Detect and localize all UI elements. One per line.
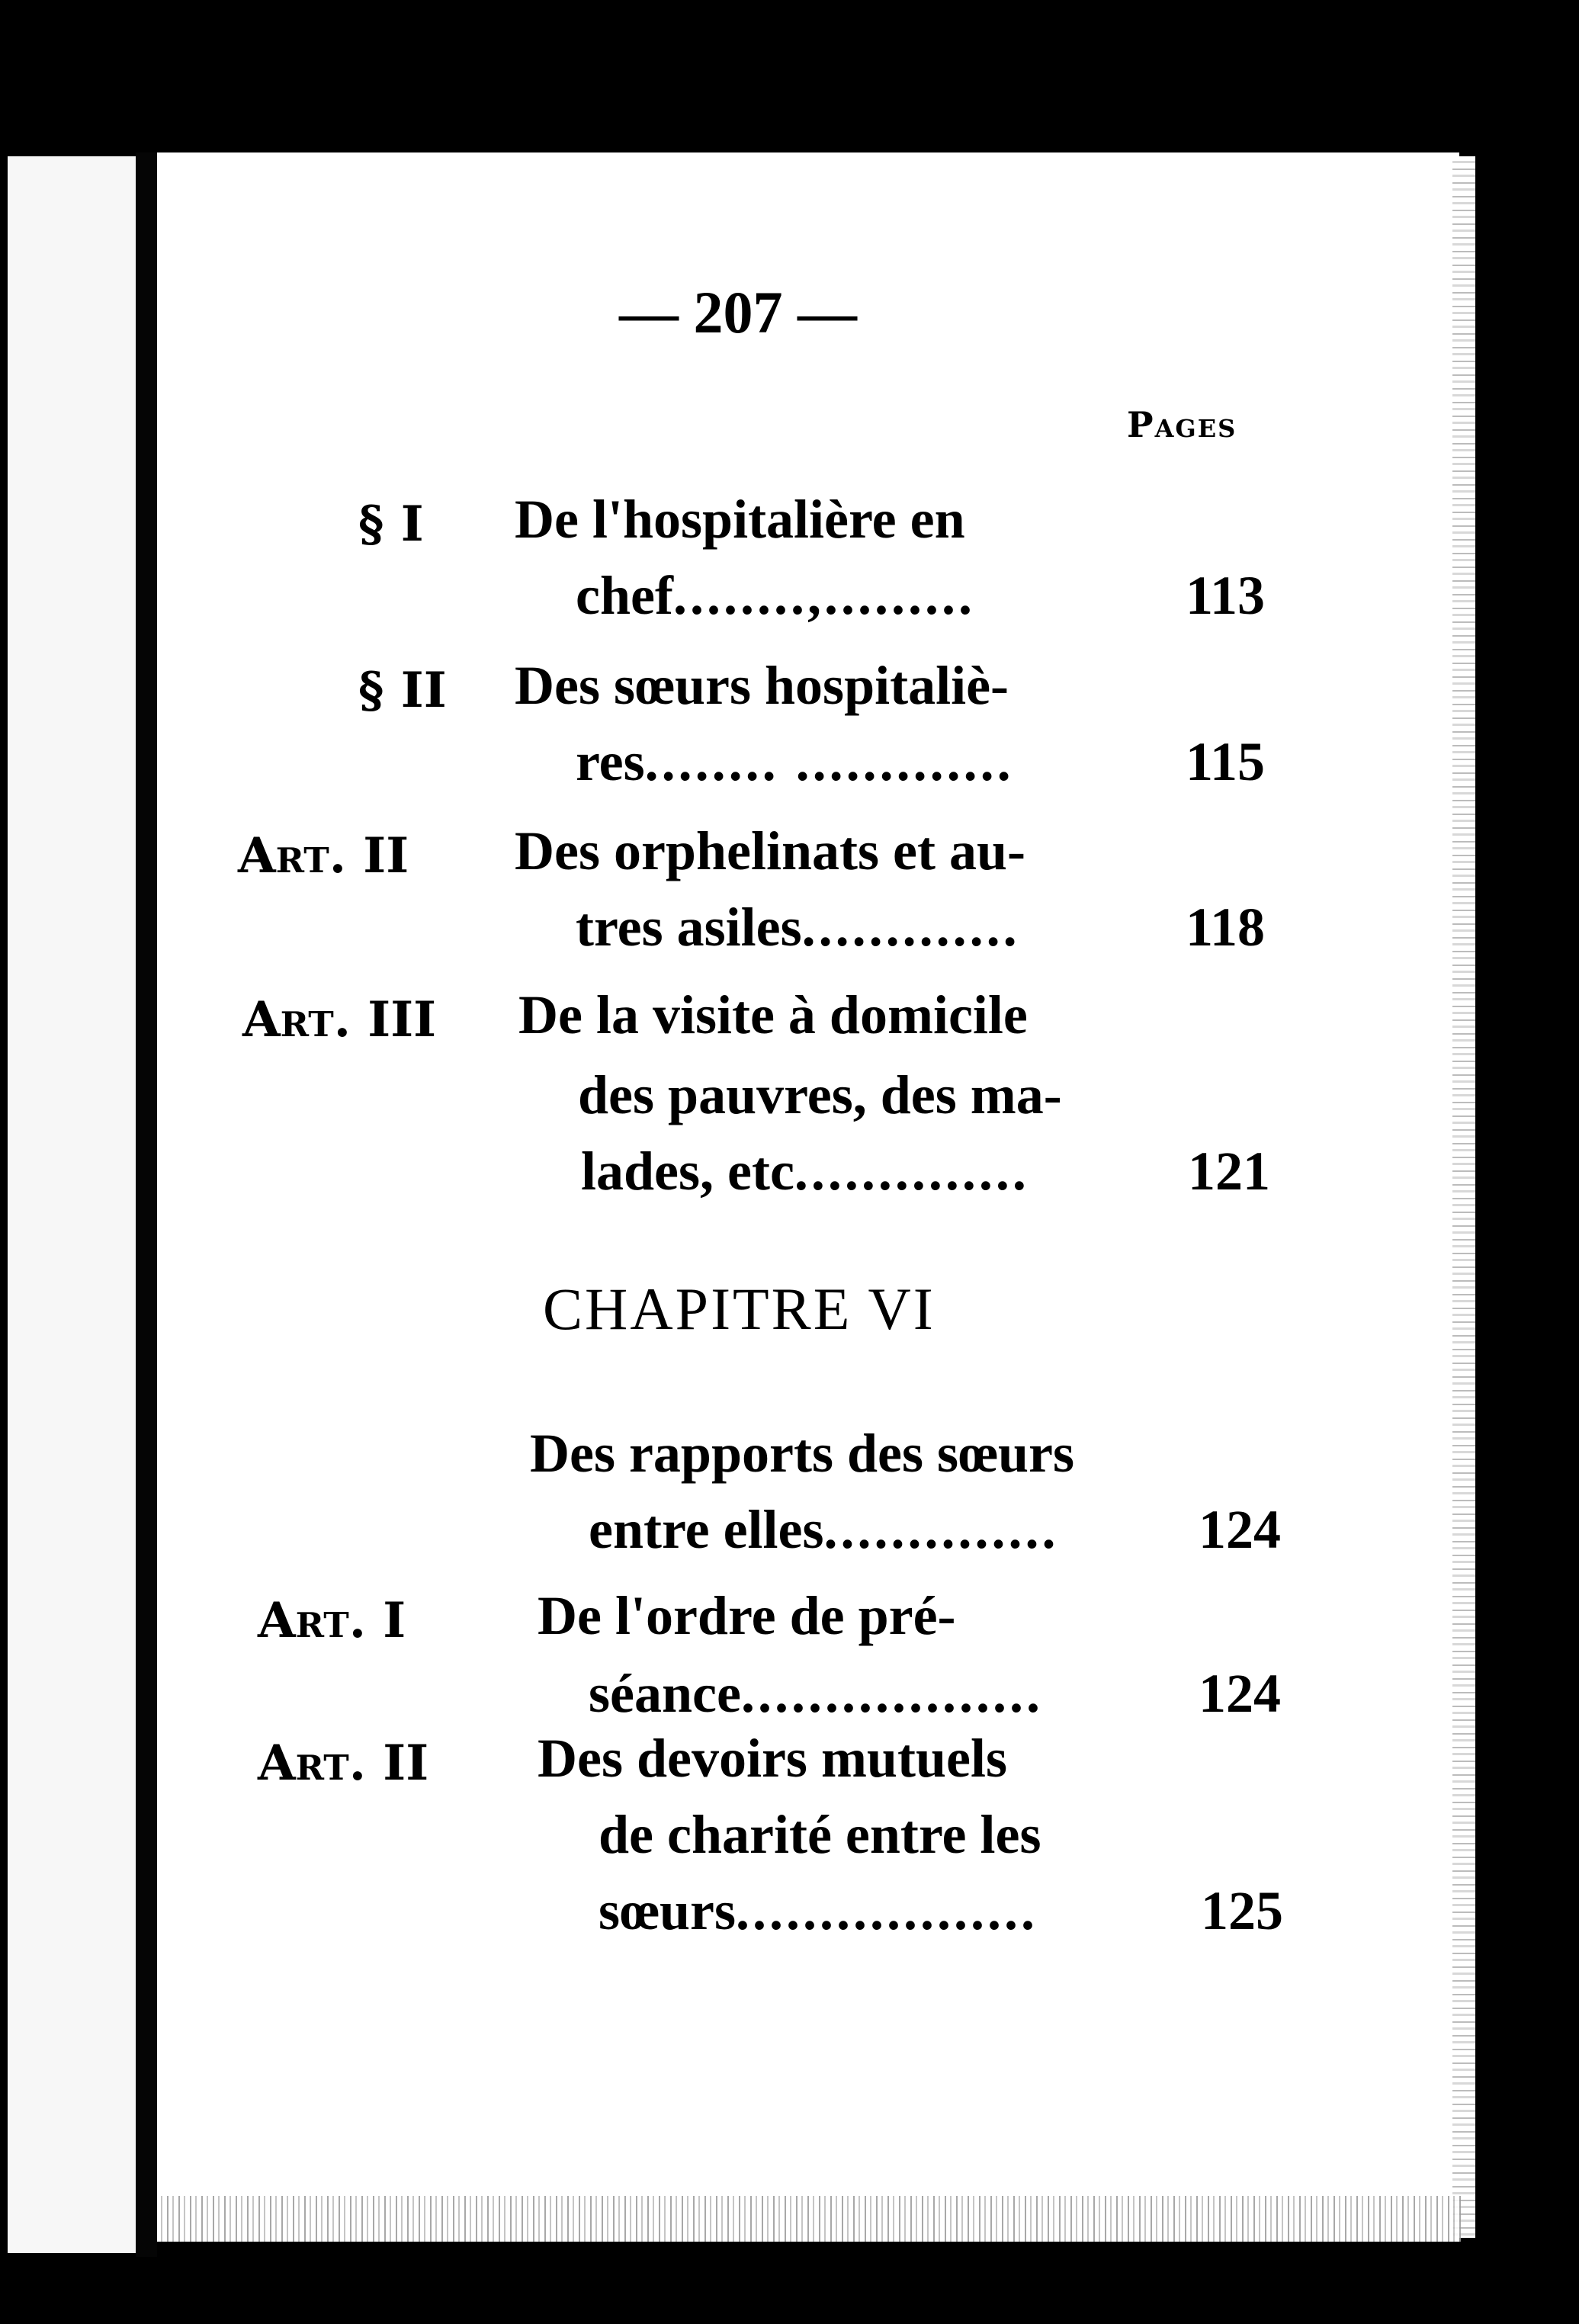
entry-text: de charité entre les	[599, 1804, 1041, 1865]
entry-text-line	[599, 1879, 1038, 1943]
entry-text-line	[515, 654, 1009, 717]
entry-label: Art. III	[242, 991, 437, 1048]
entry-text: De la visite à domicile	[518, 984, 1028, 1045]
page-edge	[1452, 156, 1475, 2238]
page-reference: 115	[1186, 731, 1266, 792]
chapter-heading-line	[530, 1422, 1074, 1485]
entry-label: § I	[358, 496, 424, 553]
entry-text-line	[515, 820, 1025, 883]
page-reference: 118	[1186, 897, 1266, 958]
entry-text: res	[576, 731, 645, 792]
entry-text: De l'hospitalière en	[515, 489, 965, 550]
entry-text: des pauvres, des ma-	[578, 1064, 1062, 1125]
entry-text-line	[599, 1803, 1041, 1867]
entry-text-line	[576, 730, 1014, 794]
page-reference: 124	[1199, 1499, 1281, 1560]
entry-text-line	[515, 488, 1155, 551]
entry-text-line	[538, 1584, 956, 1648]
pages-column-header: Pages	[1127, 404, 1237, 445]
entry-label: Art. II	[238, 827, 409, 884]
entry-text: Des sœurs hospitaliè-	[515, 655, 1009, 716]
entry-text: séance	[589, 1663, 741, 1724]
page-reference: 121	[1188, 1141, 1270, 1202]
entry-label: § II	[358, 662, 447, 719]
page-bottom-edge	[157, 2196, 1461, 2242]
dot-leader: ........ .............	[644, 731, 1014, 792]
entry-text: lades, etc	[581, 1141, 794, 1202]
page-reference: 113	[1186, 565, 1266, 626]
dot-leader: ........,.........	[672, 565, 975, 626]
page-reference: 124	[1199, 1663, 1281, 1724]
entry-text: sœurs	[599, 1880, 737, 1941]
entry-text-line	[538, 1727, 1007, 1790]
entry-text-line	[581, 1140, 1029, 1203]
entry-text: Des orphelinats et au-	[515, 820, 1025, 881]
adjacent-page-strip	[8, 156, 136, 2253]
chapter-heading-text: Des rapports des sœurs	[530, 1423, 1075, 1484]
entry-text: De l'ordre de pré-	[538, 1585, 956, 1646]
chapter-title: CHAPITRE VI	[543, 1276, 936, 1342]
dot-leader: ..............	[794, 1141, 1029, 1202]
entry-text-line	[518, 984, 1028, 1047]
page-number: — 207 —	[619, 279, 857, 345]
entry-text-line	[589, 1662, 1043, 1725]
entry-text: chef	[576, 565, 673, 626]
chapter-heading-line	[589, 1498, 1059, 1562]
justified-line	[515, 488, 1155, 551]
binding-gutter	[136, 152, 157, 2257]
entry-label: Art. I	[258, 1592, 406, 1649]
dot-leader: ..................	[740, 1663, 1043, 1724]
entry-text: tres asiles	[576, 897, 802, 958]
dot-leader: .............	[801, 897, 1020, 958]
entry-text-line	[576, 564, 975, 628]
dot-leader: ..................	[736, 1880, 1038, 1941]
entry-text: Des devoirs mutuels	[538, 1728, 1007, 1789]
entry-label: Art. II	[258, 1735, 429, 1792]
chapter-heading-text: entre elles	[589, 1499, 824, 1560]
dot-leader: ..............	[823, 1499, 1059, 1560]
entry-text-line	[576, 896, 1020, 959]
page-reference: 125	[1201, 1880, 1283, 1941]
entry-text-line	[578, 1064, 1062, 1127]
